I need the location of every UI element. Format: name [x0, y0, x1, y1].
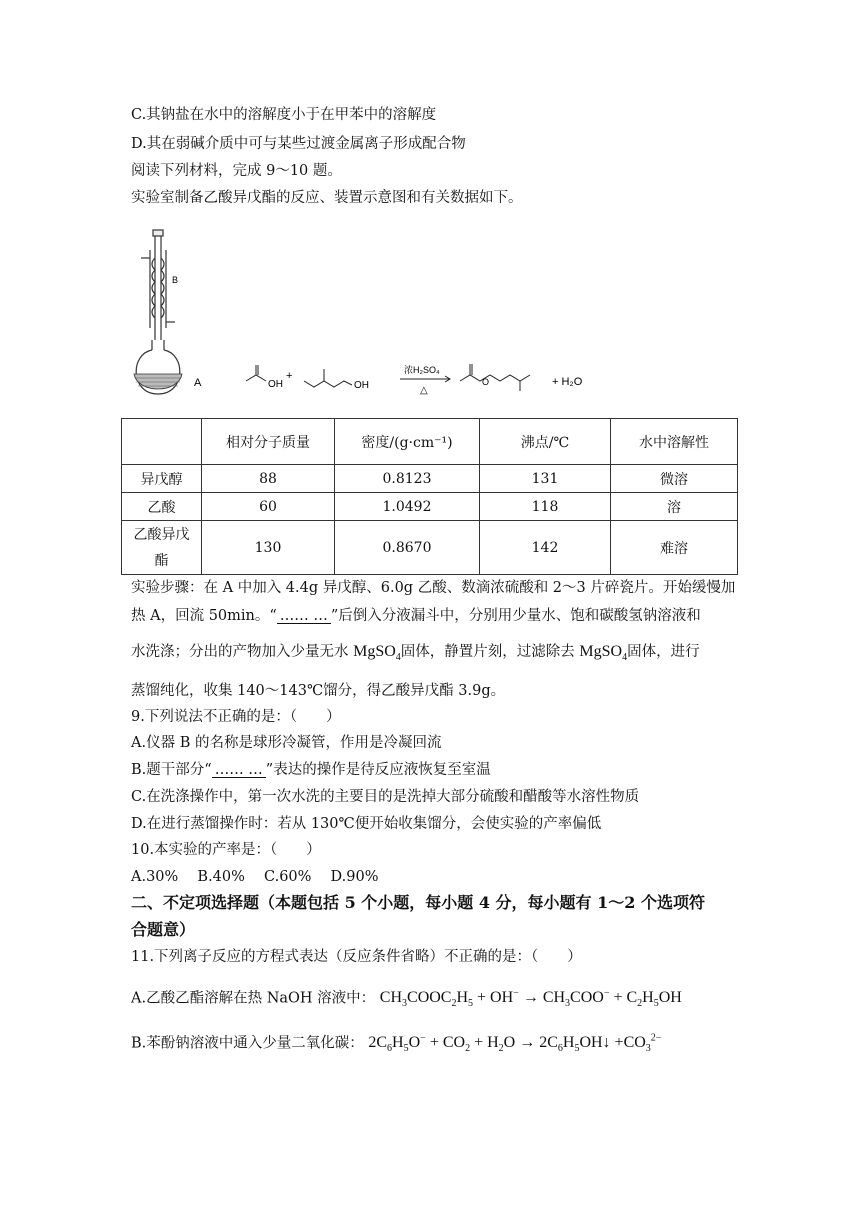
equation-a: $CH_3COOC_2H_5 + OH^- \to CH_3COO^- + C_2H_5OH$	[379, 988, 682, 1010]
table-cell: 60	[202, 493, 335, 521]
steps-line-3-part-b: 固体，静置片刻，过滤除去	[400, 644, 575, 660]
section-2-title-line-1: 二、不定项选择题（本题包括 5 个小题，每小题 4 分，每小题有 1～2 个选项符	[131, 893, 705, 912]
oh-label-alcohol: OH	[354, 380, 369, 391]
label-b: B	[172, 275, 179, 285]
steps-line-3-part-a: 水洗涤；分出的产物加入少量无水	[131, 644, 349, 660]
label-a: A	[194, 377, 202, 389]
steps-line-2-part-a: 热 A，回流 50min。“	[131, 608, 277, 624]
table-cell: 142	[480, 521, 611, 575]
question-9-option-c: C.在洗涤操作中，第一次水洗的主要目的是洗掉大部分硫酸和醋酸等水溶性物质	[131, 789, 640, 805]
esterification-reaction-scheme	[240, 355, 600, 400]
section-2-title-line-2: 合题意）	[131, 920, 196, 939]
properties-table	[121, 418, 738, 575]
steps-line-1: 实验步骤：在 A 中加入 4.4g 异戊醇、6.0g 乙酸、数滴浓硫酸和 2～3 片碎瓷片。开始缓慢加	[131, 580, 736, 596]
table-row	[122, 521, 738, 575]
table-cell: 微溶	[611, 465, 738, 493]
steps-line-3-part-c: 固体，进行	[627, 644, 700, 660]
table-row	[122, 465, 738, 493]
option-d-line: D.其在弱碱介质中可与某些过渡金属离子形成配合物	[131, 136, 466, 152]
equation-b: $2C_6H_5O^- + CO_2 + H_2O$ → $2C_6H_5OH↓ +CO_3^{2-}$	[368, 1033, 662, 1055]
plus-sign: +	[286, 370, 293, 382]
question-11-option-a: A.乙酸乙酯溶解在热 NaOH 溶液中： $CH_3COOC_2H_5 + OH^- \to CH_3COO^- + C_2H_5OH$	[131, 988, 682, 1010]
mgso4-formula: MgSO$_4$	[579, 643, 628, 664]
heat-symbol: △	[420, 385, 428, 396]
reflux-apparatus-figure	[128, 228, 238, 398]
table-cell: 难溶	[611, 521, 738, 575]
table-header-cell: 沸点/℃	[480, 419, 611, 465]
table-cell: 131	[480, 465, 611, 493]
mgso4-formula: MgSO$_4$	[353, 643, 401, 664]
steps-line-2	[131, 606, 701, 626]
material-intro: 实验室制备乙酸异戊酯的反应、装置示意图和有关数据如下。	[131, 190, 523, 206]
underlined-ellipsis: …… …	[212, 763, 266, 778]
table-cell: 130	[202, 521, 335, 575]
water-product: + H₂O	[552, 376, 583, 388]
question-11-option-b: B.苯酚钠溶液中通入少量二氧化碳： $2C_6H_5O^- + CO_2 + H_2O$ → $2C_6H_5OH↓ +CO_3^{2-}$	[131, 1033, 662, 1055]
table-row	[122, 493, 738, 521]
table-cell: 乙酸异戊酯	[122, 521, 202, 575]
steps-line-2-part-b: ”后倒入分液漏斗中，分别用少量水、饱和碳酸氢钠溶液和	[330, 608, 701, 624]
steps-line-4: 蒸馏纯化，收集 140～143℃馏分，得乙酸异戊酯 3.9g。	[131, 683, 506, 699]
steps-line-3	[131, 642, 700, 668]
question-10-options: A.30% B.40% C.60% D.90%	[131, 869, 379, 885]
ester-oxygen-label: O	[482, 377, 490, 387]
question-9-option-b: B.题干部分“ …… … ”表达的操作是待反应液恢复至室温	[131, 762, 491, 778]
option-c-line: C.其钠盐在水中的溶解度小于在甲苯中的溶解度	[131, 107, 437, 123]
table-cell: 1.0492	[335, 493, 480, 521]
table-cell: 溶	[611, 493, 738, 521]
table-cell: 0.8670	[335, 521, 480, 575]
question-10-stem: 10.本实验的产率是：（ ）	[131, 842, 321, 858]
reading-instruction: 阅读下列材料，完成 9～10 题。	[131, 163, 342, 179]
table-cell: 异戊醇	[122, 465, 202, 493]
question-9-stem: 9.下列说法不正确的是：（ ）	[131, 709, 341, 725]
table-header-cell: 密度/(g·cm⁻¹)	[335, 419, 480, 465]
table-header-row	[122, 419, 738, 465]
table-cell: 0.8123	[335, 465, 480, 493]
question-9-option-d: D.在进行蒸馏操作时：若从 130℃便开始收集馏分，会使实验的产率偏低	[131, 816, 602, 832]
oh-label-acid: OH	[268, 379, 283, 390]
question-9-option-a: A.仪器 B 的名称是球形冷凝管，作用是冷凝回流	[131, 735, 442, 751]
table-header-cell: 相对分子质量	[202, 419, 335, 465]
table-header-cell: 水中溶解性	[611, 419, 738, 465]
table-cell: 118	[480, 493, 611, 521]
underlined-ellipsis: …… …	[277, 609, 331, 624]
table-cell: 乙酸	[122, 493, 202, 521]
table-header-cell	[122, 419, 202, 465]
question-11-stem: 11.下列离子反应的方程式表达（反应条件省略）不正确的是：（ ）	[131, 949, 582, 965]
table-cell: 88	[202, 465, 335, 493]
catalyst-label: 浓H₂SO₄	[404, 365, 440, 375]
